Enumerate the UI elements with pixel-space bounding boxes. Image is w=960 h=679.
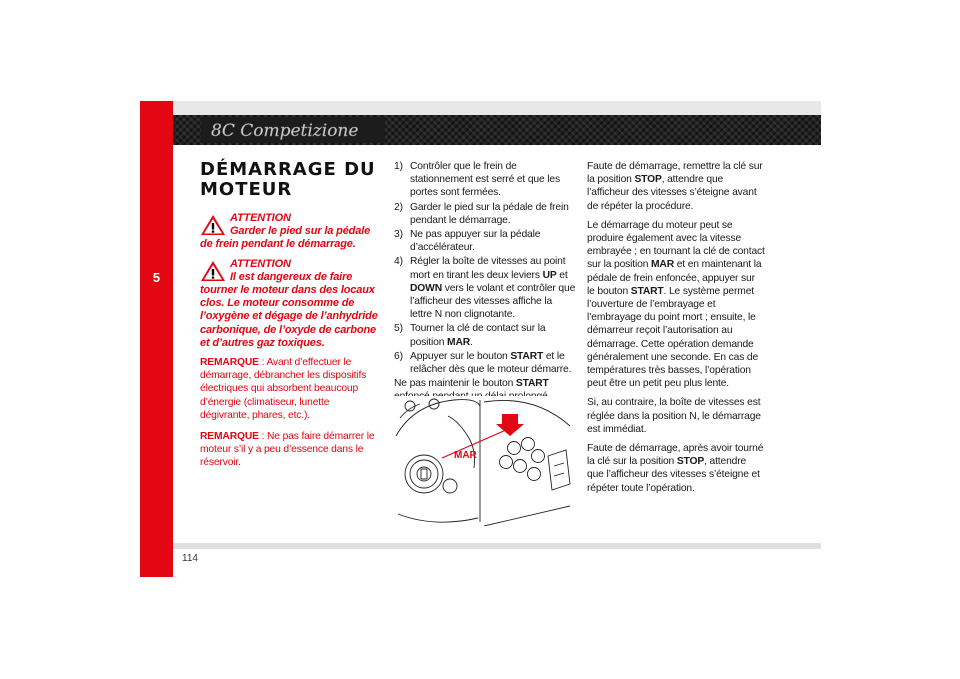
- para-text: Faute de démarrage, après avoir tourné la clé sur la position: [587, 443, 764, 468]
- keyword: UP: [542, 269, 557, 281]
- warning-block-2: [200, 258, 378, 350]
- step-text: et: [556, 269, 568, 281]
- page-number: 114: [182, 553, 198, 564]
- para-text: . Le système permet l’ouverture de l’embrayage et l’embrayage du point mort ; ensuite, le démarreur reçoit l’autorisation au démarrage. Cette opération demande généralement une seconde. En cas de températures très basses, l’opération peut être un petit peu plus lente.: [587, 285, 759, 390]
- keyword: MAR: [651, 259, 674, 271]
- list-item: [394, 201, 576, 227]
- paragraph: [587, 219, 765, 391]
- step-number: 4): [394, 256, 403, 268]
- remark-label: REMARQUE: [200, 431, 259, 443]
- figure-label-mar: MAR: [454, 450, 477, 461]
- keyword: STOP: [634, 174, 662, 186]
- keyword: STOP: [676, 456, 705, 468]
- step-text: Régler la boîte de vitesses au point mort en tirant les deux leviers: [410, 256, 566, 281]
- step-text: Contrôler que le frein de stationnement est serré et que les portes sont fermées.: [410, 161, 561, 199]
- step-number: 3): [394, 229, 403, 241]
- paragraph: [587, 442, 765, 495]
- warning-triangle-icon: [200, 260, 226, 282]
- column-right: [587, 160, 765, 501]
- keyword: DOWN: [410, 282, 443, 294]
- warning-heading: ATTENTION: [230, 212, 291, 224]
- step-text: Appuyer sur le bouton: [410, 350, 511, 362]
- para-text: Le démarrage du moteur peut se produire également avec la vitesse embrayée ; en tournant la clé de contact sur la position: [587, 219, 765, 271]
- step-text: vers le volant et contrôler que l’afficheur des vitesses affiche la lettre N non clignotante.: [410, 282, 576, 321]
- step-number: 1): [394, 161, 403, 172]
- list-item: [394, 350, 576, 376]
- step-text: .: [470, 336, 473, 348]
- warning-text: Il est dangereux de faire tourner le moteur dans des locaux clos. Le moteur consomme de l’oxygène et dégage de l’anhydride carbonique, de l’oxyde de carbone et d’autres gaz toxiques.: [200, 270, 378, 349]
- remark-text: : Ne pas faire démarrer le moteur s’il y a peu d’essence dans le réservoir.: [200, 431, 375, 469]
- warning-text: Garder le pied sur la pédale de frein pendant le démarrage.: [200, 225, 371, 251]
- remark-text: : Avant d’effectuer le démarrage, débrancher les dispositifs électriques qui absorbent beaucoup d’énergie (climatiseur, lunette dégivrante, phares, etc.).: [200, 357, 367, 421]
- list-item: [394, 255, 576, 321]
- keyword: START: [510, 350, 544, 362]
- para-text: , attendre que l’afficheur des vitesses s’éteigne avant de répéter la procédure.: [587, 174, 757, 212]
- remark-2: [200, 430, 378, 470]
- keyword: START: [630, 285, 664, 297]
- step-text: Tourner la clé de contact sur la position: [410, 323, 546, 348]
- note-text: enfoncé pendant un délai prolongé.: [394, 391, 551, 403]
- brand-logo: [201, 117, 385, 143]
- column-middle: [394, 160, 576, 410]
- step-number: 5): [394, 323, 403, 335]
- paragraph: [587, 160, 765, 213]
- start-steps: [394, 160, 576, 376]
- remark-label: REMARQUE: [200, 357, 259, 369]
- step-number: 6): [394, 350, 403, 362]
- paragraph: [587, 396, 765, 436]
- keyword: MAR: [447, 336, 471, 348]
- para-text: , attendre que l’afficheur des vitesses s’éteigne et répéter toute l’opération.: [587, 456, 760, 494]
- column-left: [200, 160, 378, 478]
- step-text: Garder le pied sur la pédale de frein pendant le démarrage.: [410, 201, 569, 226]
- para-text: Si, au contraire, la boîte de vitesses est réglée dans la position N, le démarrage est immédiat.: [587, 397, 761, 435]
- para-text: Faute de démarrage, remettre la clé sur la position: [587, 161, 763, 186]
- warning-heading: ATTENTION: [230, 257, 291, 270]
- para-text: et en maintenant la pédale de frein enfoncée, appuyer sur le bouton: [587, 259, 762, 297]
- step-text: Ne pas appuyer sur la pédale d’accélérateur.: [410, 229, 541, 254]
- chapter-number: 5: [152, 270, 161, 285]
- logo-text: 8C Competizione: [211, 121, 359, 141]
- step-text: et le relâcher dès que le moteur démarre.: [410, 350, 572, 376]
- section-title: DÉMARRAGE DU MOTEUR: [200, 159, 376, 200]
- list-item: [394, 160, 576, 200]
- warning-block-1: [200, 212, 378, 252]
- list-item: [394, 322, 576, 348]
- footer-strip: [173, 543, 821, 549]
- header-strip: [173, 101, 821, 115]
- keyword: START: [515, 378, 549, 390]
- warning-triangle-icon: [200, 214, 226, 236]
- note-text: Ne pas maintenir le bouton: [394, 378, 516, 390]
- chapter-tab: [140, 101, 173, 577]
- list-item: [394, 228, 576, 254]
- ignition-illustration: [394, 396, 576, 526]
- remark-1: [200, 356, 378, 422]
- step-number: 2): [394, 201, 403, 213]
